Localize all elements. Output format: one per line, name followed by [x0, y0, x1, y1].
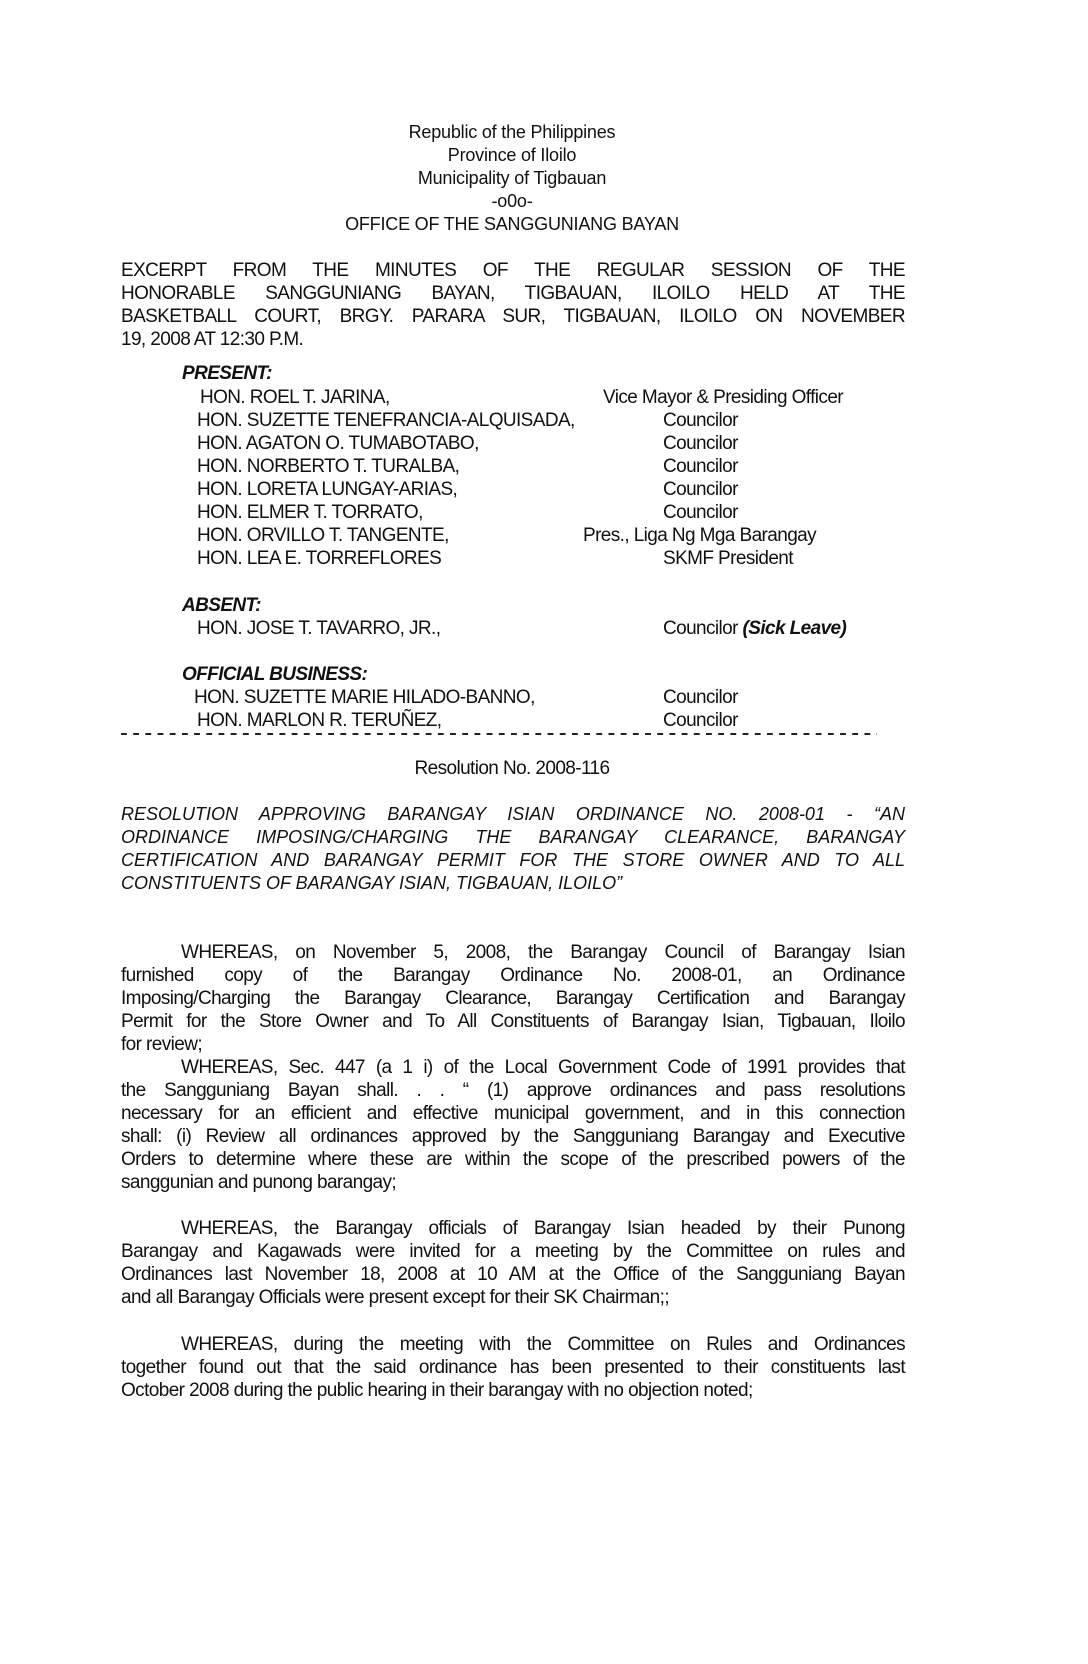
whereas-line: furnished copy of the Barangay Ordinance No. 2008-01, an Ordinance: [121, 965, 905, 986]
intro-line: 19, 2008 AT 12:30 P.M.: [121, 329, 304, 350]
attendee-role: Councilor: [663, 710, 738, 731]
whereas-line: WHEREAS, during the meeting with the Committee on Rules and Ordinances: [181, 1334, 905, 1355]
attendee-name: HON. ELMER T. TORRATO,: [197, 502, 423, 523]
attendee-role: Councilor: [663, 618, 738, 639]
attendee-role: Pres., Liga Ng Mga Barangay: [583, 525, 817, 546]
official-business-label: OFFICIAL BUSINESS:: [182, 664, 368, 685]
intro-line: BASKETBALL COURT, BRGY. PARARA SUR, TIGBAUAN, ILOILO ON NOVEMBER: [121, 306, 905, 327]
whereas-clause: [121, 1217, 905, 1309]
whereas-line: Orders to determine where these are within the scope of the prescribed powers of the: [121, 1149, 905, 1170]
whereas-line: WHEREAS, Sec. 447 (a 1 i) of the Local Government Code of 1991 provides that: [181, 1057, 905, 1078]
whereas-line: WHEREAS, on November 5, 2008, the Barangay Council of Barangay Isian: [181, 942, 905, 963]
attendee-role: Vice Mayor & Presiding Officer: [603, 387, 844, 408]
attendee-role: Councilor: [663, 502, 738, 523]
attendee-name: HON. ROEL T. JARINA,: [200, 387, 390, 408]
letterhead: [312, 121, 712, 236]
absence-reason: (Sick Leave): [742, 618, 847, 639]
whereas-line: for review;: [121, 1034, 203, 1055]
whereas-line: sanggunian and punong barangay;: [121, 1172, 397, 1193]
letterhead-country: Republic of the Philippines: [408, 122, 616, 142]
resolution-title-line: RESOLUTION APPROVING BARANGAY ISIAN ORDINANCE NO. 2008-01 - “AN: [121, 804, 905, 824]
attendee-role: Councilor: [663, 410, 738, 431]
letterhead-municipality: Municipality of Tigbauan: [417, 168, 607, 188]
attendee-name: HON. NORBERTO T. TURALBA,: [197, 456, 460, 477]
letterhead-ornament: -o0o-: [491, 191, 533, 211]
attendee-name: HON. LORETA LUNGAY-ARIAS,: [197, 479, 458, 500]
attendee-name: HON. JOSE T. TAVARRO, JR.,: [197, 618, 441, 639]
attendee-role: Councilor: [663, 687, 738, 708]
present-label: PRESENT:: [182, 363, 272, 384]
dashed-divider: [121, 733, 877, 735]
letterhead-office: OFFICE OF THE SANGGUNIANG BAYAN: [345, 214, 679, 234]
whereas-line: October 2008 during the public hearing in their barangay with no objection noted;: [121, 1380, 753, 1401]
whereas-line: together found out that the said ordinance has been presented to their constituents last: [121, 1357, 905, 1378]
whereas-line: shall: (i) Review all ordinances approved by the Sangguniang Barangay and Executive: [121, 1126, 905, 1147]
attendee-name: HON. SUZETTE TENEFRANCIA-ALQUISADA,: [197, 410, 575, 431]
attendee-role: Councilor: [663, 479, 738, 500]
resolution-title-line: ORDINANCE IMPOSING/CHARGING THE BARANGAY CLEARANCE, BARANGAY: [121, 827, 905, 847]
attendee-name: HON. MARLON R. TERUÑEZ,: [197, 710, 442, 731]
whereas-clause: [121, 1056, 905, 1194]
minutes-excerpt-intro: [121, 259, 905, 351]
attendee-name: HON. AGATON O. TUMABOTABO,: [197, 433, 479, 454]
absent-label: ABSENT:: [182, 595, 261, 616]
whereas-line: Imposing/Charging the Barangay Clearance, Barangay Certification and Barangay: [121, 988, 905, 1009]
attendee-name: HON. ORVILLO T. TANGENTE,: [197, 525, 449, 546]
attendee-role-with-note: [663, 617, 846, 640]
attendee-role: Councilor: [663, 456, 738, 477]
attendee-role: Councilor: [663, 433, 738, 454]
whereas-line: WHEREAS, the Barangay officials of Barangay Isian headed by their Punong: [181, 1218, 905, 1239]
whereas-line: Barangay and Kagawads were invited for a meeting by the Committee on rules and: [121, 1241, 905, 1262]
intro-line: EXCERPT FROM THE MINUTES OF THE REGULAR SESSION OF THE: [121, 260, 905, 281]
attendee-role: SKMF President: [663, 548, 793, 569]
resolution-number: Resolution No. 2008-116: [414, 758, 610, 779]
whereas-line: Permit for the Store Owner and To All Constituents of Barangay Isian, Tigbauan, Iloilo: [121, 1011, 905, 1032]
attendee-name: HON. LEA E. TORREFLORES: [197, 548, 442, 569]
resolution-title-line: CONSTITUENTS OF BARANGAY ISIAN, TIGBAUAN, ILOILO”: [121, 873, 623, 893]
whereas-line: the Sangguniang Bayan shall. . . “ (1) approve ordinances and pass resolutions: [121, 1080, 905, 1101]
whereas-line: and all Barangay Officials were present except for their SK Chairman;;: [121, 1287, 669, 1308]
resolution-title-line: CERTIFICATION AND BARANGAY PERMIT FOR THE STORE OWNER AND TO ALL: [121, 850, 905, 870]
whereas-clause: [121, 1333, 905, 1402]
letterhead-province: Province of Iloilo: [447, 145, 577, 165]
whereas-line: necessary for an efficient and effective municipal government, and in this connection: [121, 1103, 905, 1124]
resolution-title: [121, 803, 905, 895]
whereas-clause: [121, 941, 905, 1056]
whereas-line: Ordinances last November 18, 2008 at 10 AM at the Office of the Sangguniang Bayan: [121, 1264, 905, 1285]
attendee-name: HON. SUZETTE MARIE HILADO-BANNO,: [194, 687, 535, 708]
intro-line: HONORABLE SANGGUNIANG BAYAN, TIGBAUAN, ILOILO HELD AT THE: [121, 283, 905, 304]
